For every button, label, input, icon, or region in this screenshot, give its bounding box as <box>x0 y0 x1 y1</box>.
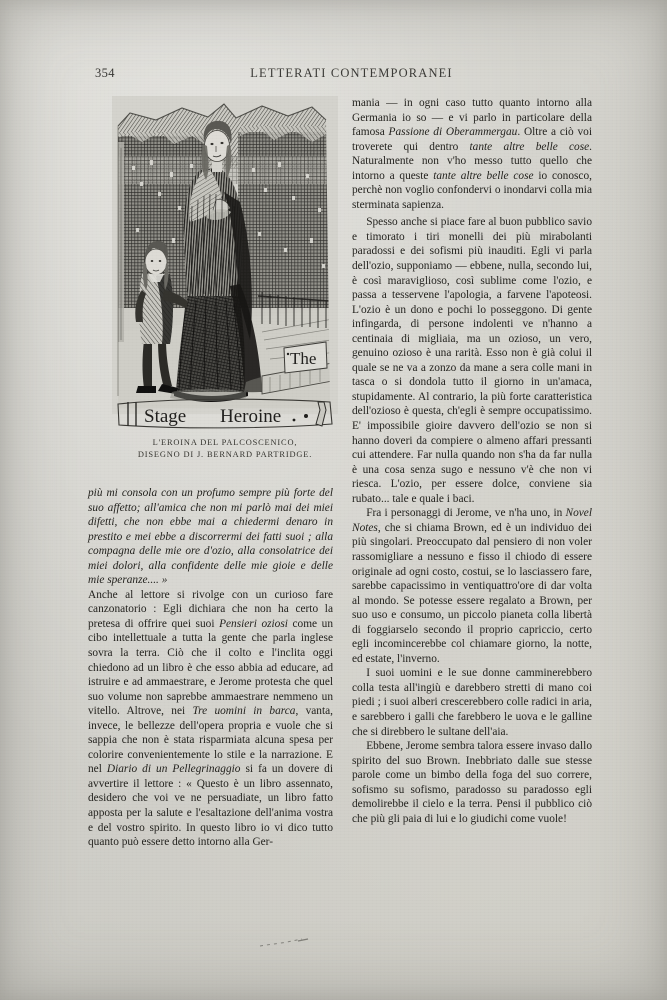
svg-text:Stage: Stage <box>144 406 187 427</box>
ink-smudge-artifact <box>258 938 314 948</box>
svg-text:Heroine: Heroine <box>220 406 282 427</box>
caption-line-artist: DISEGNO DI J. BERNARD PARTRIDGE. <box>137 450 313 460</box>
page-folio-number: 354 <box>95 66 115 80</box>
paragraph-right-3: Fra i personaggi di Jerome, ve n'ha uno, in Novel Notes, che si chiama Brown, ed è un individuo dei più singolari. Preoccupato dal pensiero di non voler rassomigliare a nessuno e fisso il chiodo di essere originale ad ogni costo, costui, se lo lasciassero fare, sarebbe capacissimo in ventiquattro'ore di dar volta al mondo. Se potesse essere regalato a Brown, per suo uso e consumo, un piccolo pianeta colla libertà di foggiarselo secondo il proprio capriccio, certo egli incomincerebbe col chiamare giorno, la notte, ed estate, l'inverno. <box>352 507 592 665</box>
running-title: LETTERATI CONTEMPORANEI <box>250 66 453 80</box>
paragraph-right-4: I suoi uomini e le sue donne camminerebbero colla testa all'ingiù e darebbero stretti di mano coi piedi ; i suoi alberi crescerebbero colle radici in aria, e sarebbero i galli che farebbero le uova e le galline che si direbbero le sultane dell'aia. <box>352 667 592 738</box>
caption-line-title: L'EROINA DEL PALCOSCENICO, <box>152 438 298 447</box>
paragraph-left-1: più mi consola con un profumo sempre più forte del suo affetto; all'amica che non mi parlò mai dei miei difetti, che non ebbe mai a chiedermi denaro in prestito e mei ebbe a discorrermi dei fatti suoi ; alla compagna delle mie ore d'ozio, alla consolatrice dei miei dolori, alla confidente delle mie gioie e delle mie speranze.... » <box>88 487 333 587</box>
paragraph-left-2: Anche al lettore si rivolge con un curioso fare canzonatorio : Egli dichiara che non ha certo la pretesa di offrire quei suoi Pensieri oziosi come un cibo intellettuale a tutta la gente che parla inglese sovra la terra. Ciò che il colto e l'inclita oggi chiedono ad un libro è che esso abbia ad educare, ad istruire e ad ammaestrare, e Jerome protesta che quel suo volume non saprebbe ammaestrare nemmeno un vitello. Altrove, nei Tre uomini in barca, vanta, invece, le bellezze dell'opera propria e vuole che si sappia che non è stata risparmiata alcuna spesa per colorire convenientemente lo stile e la narrazione. E nel Diario di un Pellegrinaggio si fa un dovere di avvertire il lettore : « Questo è un libro assennato, desidero che voi ve ne persuadiate, un libro fatto apposta per la salute e l'esaltazione dell'anima vostra e del vostro spirito. In questo libro io vi dico tutto quanto può essere detto intorno alla Ger- <box>88 588 334 849</box>
running-head <box>95 66 572 84</box>
plate-title-band <box>116 396 338 430</box>
illustration-caption <box>96 437 354 461</box>
svg-text:The: The <box>290 349 317 368</box>
illustration-stage-heroine <box>112 96 338 414</box>
text-column-left <box>88 486 333 850</box>
text-column-right <box>352 96 592 826</box>
engraving-artwork <box>112 96 338 414</box>
paragraph-right-1: mania — in ogni caso tutto quanto intorno alla Germania io so — e vi parlo in particolare della famosa Passione di Oberammergau. Oltre a ciò voi troverete qui dentro tante altre belle cose. Naturalmente non v'ho messo tutto quello che intorno a queste tante altre belle cose io conosco, perchè non voglio confondervi o inondarvi colla mia sterminata sapienza. <box>352 97 592 211</box>
paragraph-right-5: Ebbene, Jerome sembra talora essere invaso dallo spirito del suo Brown. Inebbriato dalle sue stesse parole come un bimbo della foga del suo correre, sofismo su sofismo, paradosso su paradosso egli demolirebbe il cielo e la terra. Pensi il pubblico ciò che più gli paia di lui e lo giudichi come vuole! <box>352 740 592 825</box>
paragraph-right-2: Spesso anche si piace fare al buon pubblico savio e timorato i tiri monelli dei più mirabolanti paradossi e dei sofismi più inauditi. Egli vi parla dell'ozio, supponiamo — ebbene, nulla, secondo lui, è così maraviglioso, così sublime come l'ozio, e passa a tesservene l'apologia, a farvene l'apoteosi. L'ozio è un dono e pochi lo posseggono. Di gente infingarda, di persone indolenti ve n'hanno a centinaia di migliaia, ma un ozioso, un vero, genuino ozioso è una rarità. Esso non è già colui il quale se ne va a zonzo da mane a sera colle mani in tasca o si dondola tutto il giorno in un'amaca, stupidamente. Al contrario, la più forte caratteristica dell'ozioso è questa, ch'egli è sempre occupatissimo. E' impossibile gioire davvero dell'ozio se non si hanno doveri da compiere o almeno affari pressanti cui attendere. Far nulla quando non s'ha da far nulla è una cosa senza sugo e nessuno v'è che non vi riesca. L'ozio, per essere dolce, conviene sia rubato... tale e quale i baci. <box>352 216 592 505</box>
